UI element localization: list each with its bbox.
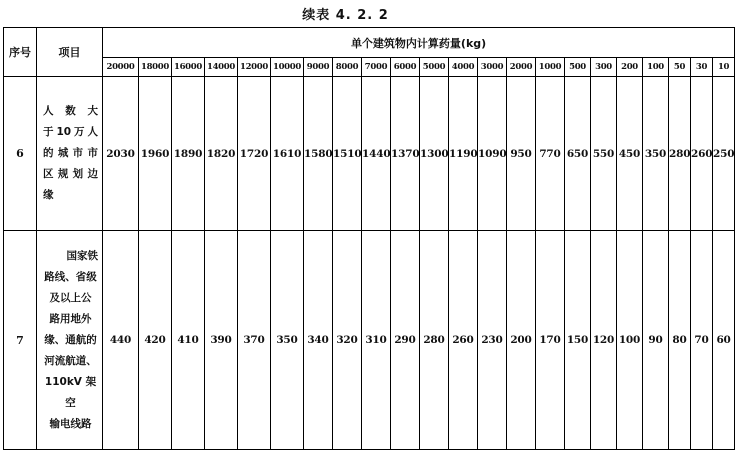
value-cell: 950 <box>507 77 536 231</box>
weight-header: 6000 <box>391 58 420 77</box>
weight-header-row <box>4 58 735 77</box>
value-cell: 1510 <box>333 77 362 231</box>
value-cell: 1370 <box>391 77 420 231</box>
weight-header: 200 <box>617 58 643 77</box>
value-cell: 60 <box>713 231 735 450</box>
item-line: 的城市市 <box>43 147 98 159</box>
value-cell: 90 <box>643 231 669 450</box>
item-line: 于10万人 <box>43 126 98 138</box>
value-cell: 1580 <box>304 77 333 231</box>
weight-header: 500 <box>565 58 591 77</box>
weight-header: 14000 <box>205 58 238 77</box>
value-cell: 250 <box>713 77 735 231</box>
weight-header: 30 <box>691 58 713 77</box>
value-cell: 650 <box>565 77 591 231</box>
seq-header: 序号 <box>4 28 37 77</box>
item-line: 路用地外 <box>49 312 92 325</box>
row-seq: 6 <box>4 77 37 231</box>
item-line: 缘 <box>43 189 54 201</box>
value-cell: 120 <box>591 231 617 450</box>
item-line: 区规划边 <box>43 168 98 180</box>
value-cell: 290 <box>391 231 420 450</box>
header-row-top <box>4 28 735 58</box>
weight-header: 2000 <box>507 58 536 77</box>
item-header: 项目 <box>37 28 103 77</box>
weight-header: 1000 <box>536 58 565 77</box>
value-cell: 260 <box>449 231 478 450</box>
value-cell: 420 <box>139 231 172 450</box>
value-cell: 410 <box>172 231 205 450</box>
value-cell: 260 <box>691 77 713 231</box>
value-cell: 440 <box>103 231 139 450</box>
item-line: 110kV 架空 <box>44 375 97 409</box>
value-cell: 1300 <box>420 77 449 231</box>
weight-header: 50 <box>669 58 691 77</box>
weight-header: 5000 <box>420 58 449 77</box>
value-cell: 1890 <box>172 77 205 231</box>
value-cell: 1190 <box>449 77 478 231</box>
value-cell: 100 <box>617 231 643 450</box>
item-line: 输电线路 <box>49 417 92 430</box>
value-cell: 170 <box>536 231 565 450</box>
value-cell: 450 <box>617 77 643 231</box>
value-cell: 390 <box>205 231 238 450</box>
value-cell: 310 <box>362 231 391 450</box>
value-cell: 280 <box>420 231 449 450</box>
value-cell: 350 <box>271 231 304 450</box>
value-cell: 550 <box>591 77 617 231</box>
value-cell: 1720 <box>238 77 271 231</box>
weight-header: 3000 <box>478 58 507 77</box>
weight-header: 300 <box>591 58 617 77</box>
value-cell: 80 <box>669 231 691 450</box>
value-cell: 150 <box>565 231 591 450</box>
value-cell: 1610 <box>271 77 304 231</box>
value-cell: 370 <box>238 231 271 450</box>
item-line: 路线、省级 <box>44 270 97 283</box>
weight-header: 4000 <box>449 58 478 77</box>
item-line: 国家铁 <box>66 249 98 262</box>
group-header: 单个建筑物内计算药量(kg) <box>103 28 735 58</box>
value-cell: 320 <box>333 231 362 450</box>
value-cell: 1090 <box>478 77 507 231</box>
value-cell: 280 <box>669 77 691 231</box>
row-item <box>37 231 103 450</box>
value-cell: 1440 <box>362 77 391 231</box>
distance-table <box>3 27 735 450</box>
weight-header: 9000 <box>304 58 333 77</box>
weight-header: 10 <box>713 58 735 77</box>
item-line: 河流航道、 <box>44 354 97 367</box>
value-cell: 1960 <box>139 77 172 231</box>
weight-header: 8000 <box>333 58 362 77</box>
value-cell: 200 <box>507 231 536 450</box>
weight-header: 7000 <box>362 58 391 77</box>
value-cell: 1820 <box>205 77 238 231</box>
value-cell: 70 <box>691 231 713 450</box>
weight-header: 12000 <box>238 58 271 77</box>
item-line: 人数大 <box>43 105 98 117</box>
item-line: 缘、通航的 <box>44 333 97 346</box>
value-cell: 230 <box>478 231 507 450</box>
weight-header: 100 <box>643 58 669 77</box>
weight-header: 20000 <box>103 58 139 77</box>
table-row <box>4 231 735 450</box>
weight-header: 10000 <box>271 58 304 77</box>
table-caption: 续表 4. 2. 2 <box>302 8 389 23</box>
row-seq: 7 <box>4 231 37 450</box>
value-cell: 770 <box>536 77 565 231</box>
value-cell: 2030 <box>103 77 139 231</box>
table-row <box>4 77 735 231</box>
row-item <box>37 77 103 231</box>
weight-header: 16000 <box>172 58 205 77</box>
value-cell: 340 <box>304 231 333 450</box>
weight-header: 18000 <box>139 58 172 77</box>
value-cell: 350 <box>643 77 669 231</box>
item-line: 及以上公 <box>49 291 92 304</box>
